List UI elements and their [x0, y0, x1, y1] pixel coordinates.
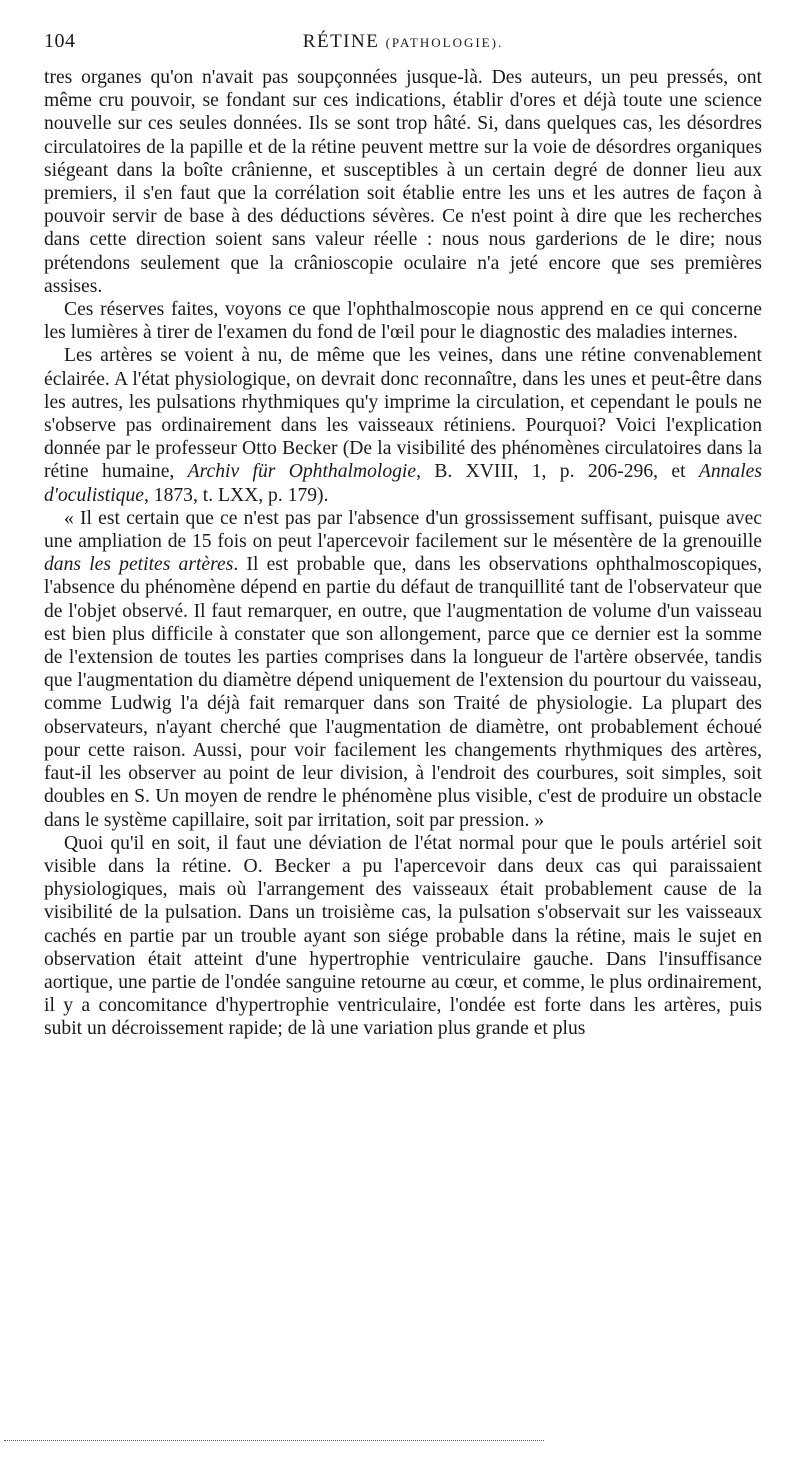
text-run: Les artères se voient à nu, de même que les veines, dans une rétine convenablement éclairée. A l'état physiologique, on devrait donc reconnaître, dans les unes et peut-être dans les autres, les pulsations rhythmiques qu'y imprime la circulation, et cependant le pouls ne s'observe pas ordinairement dans les vaisseaux rétiniens. Pourquoi? Voici l'explication donnée par le professeur Otto Becker (De la visibilité des phénomènes circulatoires dans la rétine humaine,: [44, 345, 762, 483]
text-run: Ces réserves faites, voyons ce que l'ophthalmoscopie nous apprend en ce qui concerne les lumières à tirer de l'examen du fond de l'œil pour le diagnostic des maladies internes.: [44, 299, 762, 344]
italic-text-run: dans les petites artères: [44, 554, 234, 576]
page-number: 104: [44, 30, 76, 52]
text-run: « Il est certain que ce n'est pas par l'absence d'un grossissement suffisant, puisque avec une ampliation de 15 fois on peut l'apercevoir facilement sur le mésentère de la grenouille: [44, 507, 762, 553]
text-run: , 1873, t. LXX, p. 179).: [143, 484, 329, 506]
italic-text-run: Archiv für Ophthalmologie: [187, 461, 417, 483]
quotation-paragraph: [44, 507, 762, 832]
running-head-subtitle: (PATHOLOGIE).: [385, 35, 504, 50]
body-text: [44, 66, 762, 1041]
paragraph: [44, 832, 762, 1041]
page-header: [44, 30, 762, 60]
running-head: [44, 31, 762, 53]
paragraph: [44, 298, 762, 344]
text-run: tres organes qu'on n'avait pas soupçonnées jusque-là. Des auteurs, un peu pressés, ont même cru pouvoir, se fondant sur ces indications, établir d'ores et déjà toute une science nouvelle sur ces seules données. Ils se sont trop hâté. Si, dans quelques cas, les désordres circulatoires de la papille et de la rétine peuvent mettre sur la voie de désordres organiques siégeant dans la boîte crânienne, et susceptibles à un certain degré de donner lieu aux premiers, il s'en faut que la corrélation soit établie entre les uns et les autres de façon à pouvoir servir de base à des déductions sévères. Ce n'est point à dire que les recherches dans cette direction soient sans valeur réelle : nous nous garderions de le dire; nous prétendons seulement que la crânioscopie oculaire n'a jeté encore que ses premières assises.: [44, 67, 762, 297]
text-run: Quoi qu'il en soit, il faut une déviation de l'état normal pour que le pouls artériel soit visible dans la rétine. O. Becker a pu l'apercevoir dans deux cas qui paraissaient physiologiques, mais où l'arrangement des vaisseaux était probablement cause de la visibilité de la pulsation. Dans un troisième cas, la pulsation s'observait sur les vaisseaux cachés en partie par un trouble ayant son siége probable dans la rétine, mais le sujet en observation était atteint d'une hypertrophie ventriculaire gauche. Dans l'insuffisance aortique, une partie de l'ondée sanguine retourne au cœur, et comme, le plus ordinairement, il y a concomitance d'hypertrophie ventriculaire, l'ondée est forte dans les artères, puis subit un décroissement rapide; de là une variation plus grande et plus: [44, 832, 762, 1040]
italic-text-run: Annales d'oculistique: [44, 461, 762, 506]
text-run: . Il est probable que, dans les observations ophthalmoscopiques, l'absence du phénomène dépend en partie du défaut de tranquillité tant de l'observateur que de l'objet observé. Il faut remarquer, en outre, que l'augmentation de volume d'un vaisseau est bien plus difficile à constater que son allongement, parce que ce dernier est la somme de l'extension de toutes les parties comprises dans la longueur de l'artère observée, tandis que l'augmentation du diamètre dépend uniquement de l'extension du pourtour du vaisseau, comme Ludwig l'a déjà fait remarquer dans son Traité de physiologie. La plupart des observateurs, n'ayant cherché que l'augmentation de diamètre, ont probablement échoué pour cette raison. Aussi, pour voir facilement les changements rhythmiques des artères, faut-il les observer au point de leur division, à l'endroit des courbures, soit simples, soit doubles en S. Un moyen de rendre le phénomène plus visible, c'est de produire un obstacle dans le système capillaire, soit par irritation, soit par pression. »: [44, 554, 763, 831]
footer-dotted-rule: [4, 1440, 544, 1441]
paragraph: [44, 344, 762, 506]
text-run: , B. XVIII, 1, p. 206-296, et: [416, 461, 699, 483]
running-head-title: RÉTINE: [302, 31, 380, 52]
paragraph: [44, 66, 762, 298]
